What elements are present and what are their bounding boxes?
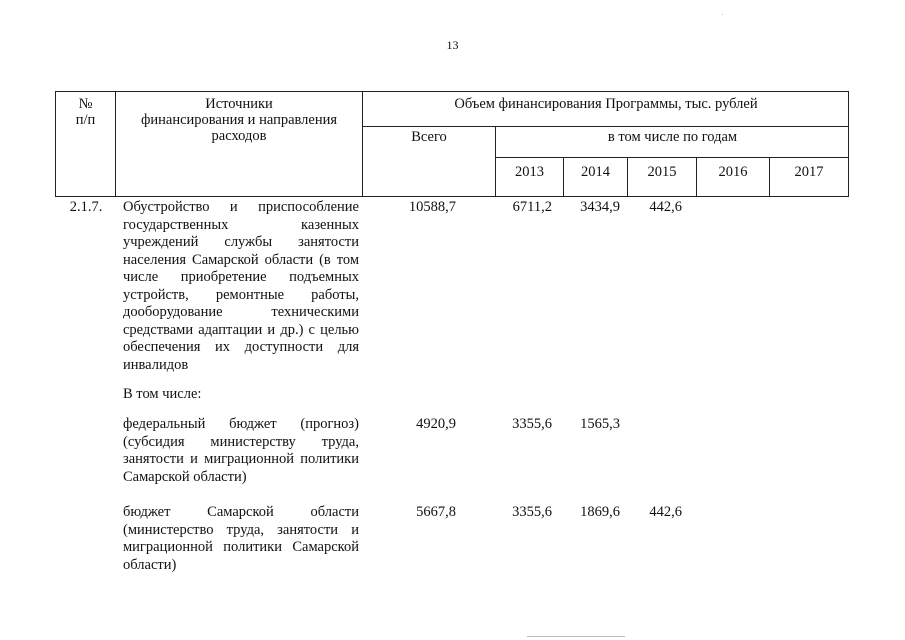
header-total: Всего (411, 129, 447, 145)
divider-total-col (495, 127, 496, 197)
regional-budget-2015: 442,6 (649, 504, 682, 520)
header-year-2014: 2014 (581, 164, 610, 180)
header-by-years: в том числе по годам (607, 129, 738, 145)
row-description: Обустройство и приспособление государственных казенных учреждений службы занятости населения Самарской области (в том числе приобретение подъемных устройств, ремонтные работы, дооборудование техническими средствами адаптации и др.) с целью обеспечения их доступности для инвалидов (123, 199, 359, 373)
divider-number-col (115, 91, 116, 197)
table-border-right (848, 91, 849, 197)
scan-mark-bottom-line (527, 636, 625, 637)
divider-volume-title (362, 126, 849, 127)
divider-years-row (495, 157, 849, 158)
regional-budget-2013: 3355,6 (512, 504, 552, 520)
row-2014: 3434,9 (580, 199, 620, 215)
header-year-2017: 2017 (794, 164, 824, 180)
row-number: 2.1.7. (69, 199, 103, 215)
regional-budget-description: бюджет Самарской области (министерство труда, занятости и миграционной политики Самарской области) (123, 504, 359, 573)
header-year-2015: 2015 (647, 164, 677, 180)
federal-budget-total: 4920,9 (416, 416, 456, 432)
row-2015: 442,6 (649, 199, 682, 215)
header-volume-title: Объем финансирования Программы, тыс. рублей (454, 96, 758, 112)
header-source-column: Источники финансирования и направления расходов (140, 96, 338, 144)
row-total: 10588,7 (408, 199, 456, 215)
table-border-left (55, 91, 56, 197)
federal-budget-description: федеральный бюджет (прогноз) (субсидия министерству труда, занятости и миграционной политики Самарской области) (123, 416, 359, 485)
header-number-column: № п/п (75, 96, 96, 128)
federal-budget-2013: 3355,6 (512, 416, 552, 432)
scan-mark-top-right (722, 14, 723, 15)
header-year-2013: 2013 (515, 164, 544, 180)
row-2013: 6711,2 (512, 199, 552, 215)
regional-budget-total: 5667,8 (416, 504, 456, 520)
table-border-bottom (55, 196, 849, 197)
header-year-2016: 2016 (718, 164, 748, 180)
page-number: 13 (446, 38, 459, 52)
divider-source-col (362, 91, 363, 197)
including-label: В том числе: (123, 386, 202, 402)
regional-budget-2014: 1869,6 (580, 504, 620, 520)
table-header (55, 91, 849, 197)
federal-budget-2014: 1565,3 (580, 416, 620, 432)
table-border-top (55, 91, 849, 92)
